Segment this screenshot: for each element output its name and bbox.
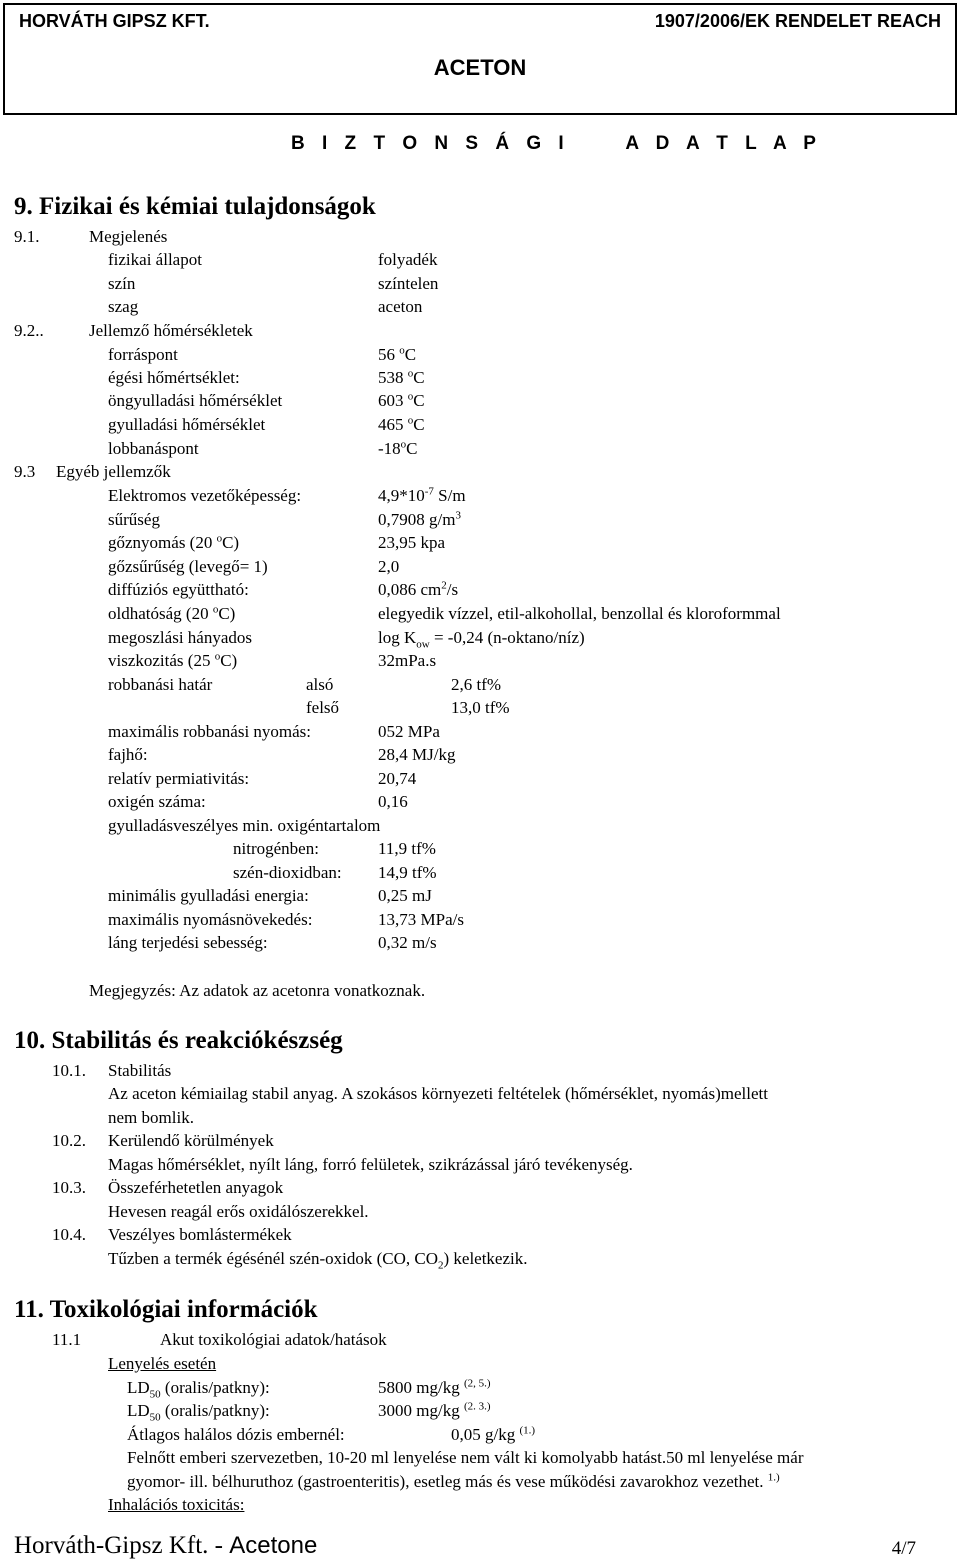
prop-value: 465 $^o$C	[378, 414, 425, 434]
prop-value: 13,0 tf%	[451, 698, 510, 717]
prop-value: -18$^o$C	[378, 438, 418, 458]
regulation: 1907/2006/EK RENDELET REACH	[654, 11, 941, 31]
section-11-title: 11. Toxikológiai információk	[14, 1296, 318, 1323]
prop-value: 538 $^o$C	[378, 367, 425, 387]
prop-label: minimális gyulladási energia:	[108, 886, 309, 905]
ld50-label: $LD_{50}$ (oralis/patkny):	[127, 1401, 270, 1424]
document-header	[3, 3, 957, 115]
prop-label: gőzsűrűség (levegő= 1)	[108, 557, 268, 576]
prop-value: 20,74	[378, 769, 417, 788]
prop-value: aceton	[378, 297, 423, 316]
section-9-title: 9. Fizikai és kémiai tulajdonságok	[14, 193, 376, 220]
prop-value: 14,9 tf%	[378, 863, 437, 882]
prop-label: égési hőmértséklet:	[108, 368, 240, 387]
s10-3-title: Összeférhetetlen anyagok	[108, 1178, 284, 1197]
prop-value: 56 $^o$C	[378, 344, 417, 364]
product-name: ACETON	[433, 55, 527, 80]
s9-1-title: Megjelenés	[89, 227, 168, 246]
prop-sublabel: alsó	[306, 675, 334, 694]
prop-label: szín	[108, 274, 136, 293]
s11-1-num: 11.1	[52, 1330, 82, 1349]
document-title: B I Z T O N S Á G I A D A T L A P	[291, 133, 822, 154]
prop-value: elegyedik vízzel, etil-alkohollal, benzollal és kloroformmal	[378, 604, 781, 623]
prop-value: 2,6 tf%	[451, 675, 502, 694]
prop-label: fizikai állapot	[108, 250, 202, 269]
footer-company: Horváth-Gipsz Kft. - Acetone	[14, 1532, 318, 1559]
adult-effect-text: Felnőtt emberi szervezetben, 10-20 ml lenyelése nem vált ki komolyabb hatást.50 ml lenyelése már	[127, 1448, 804, 1467]
s9-3-title: Egyéb jellemzők	[56, 462, 171, 481]
page-number: 4/7	[891, 1538, 916, 1559]
prop-label: szag	[108, 297, 139, 316]
prop-value: 0,7908 $g/m^3$	[378, 509, 461, 529]
prop-label: forráspont	[108, 345, 178, 364]
ld50-label: $LD_{50}$ (oralis/patkny):	[127, 1378, 270, 1401]
prop-value: 0,32 m/s	[378, 933, 437, 952]
prop-label: oldhatóság (20 $^o$C)	[108, 603, 236, 623]
prop-value: 2,0	[378, 557, 400, 576]
s9-3-num: 9.3	[14, 462, 36, 481]
prop-value: 0,16	[378, 792, 408, 811]
s10-3-num: 10.3.	[52, 1178, 86, 1197]
prop-value: 603 $^o$C	[378, 390, 425, 410]
prop-label: relatív permiativitás:	[108, 769, 250, 788]
prop-label: láng terjedési sebesség:	[108, 933, 268, 952]
prop-label: lobbanáspont	[108, 439, 199, 458]
ld50-value: 5800 mg/kg $^{(2, 5.)}$	[378, 1377, 491, 1397]
prop-value: 32mPa.s	[378, 651, 437, 670]
prop-label: oxigén száma:	[108, 792, 206, 811]
section-10-title: 10. Stabilitás és reakciókészség	[14, 1027, 343, 1054]
prop-value: 28,4 MJ/kg	[378, 745, 456, 764]
s10-4-num: 10.4.	[52, 1225, 86, 1244]
prop-value: 0,25 mJ	[378, 886, 432, 905]
prop-label: öngyulladási hőmérséklet	[108, 391, 283, 410]
prop-label: gőznyomás (20 $^o$C)	[108, 532, 240, 552]
s10-1-num: 10.1.	[52, 1061, 86, 1080]
prop-value: $4,9*10^{-7}$ S/m	[378, 485, 466, 505]
s9-2-num: 9.2..	[14, 321, 44, 340]
s9-2-title: Jellemző hőmérsékletek	[89, 321, 253, 340]
prop-label: robbanási határ	[108, 675, 213, 694]
prop-sublabel: felső	[306, 698, 340, 717]
s10-1-text: Az aceton kémiailag stabil anyag. A szokásos környezeti feltételek (hőmérséklet, nyomás)mellett	[108, 1084, 768, 1103]
s10-2-text: Magas hőmérséklet, nyílt láng, forró felületek, szikrázással járó tevékenység.	[108, 1155, 633, 1174]
prop-label: sűrűség	[108, 510, 160, 529]
ld50-value: 3000 mg/kg $^{(2. 3.)}$	[378, 1400, 491, 1420]
prop-label: gyulladásveszélyes min. oxigéntartalom	[108, 816, 381, 835]
prop-value: 11,9 tf%	[378, 839, 436, 858]
s10-4-text: Tűzben a termék égésénél szén-oxidok (CO, $CO_2$) keletkezik.	[108, 1249, 528, 1272]
prop-value: folyadék	[378, 250, 438, 269]
prop-value: 052 MPa	[378, 722, 440, 741]
s10-2-title: Kerülendő körülmények	[108, 1131, 274, 1150]
prop-sublabel: szén-dioxidban:	[233, 863, 342, 882]
inhalation-heading: Inhalációs toxicitás:	[108, 1495, 245, 1514]
adult-effect-text: gyomor- ill. bélhuruthoz (gastroenteritis), esetleg más és vese működési zavarokhoz vezethet. $^{1.)}$	[127, 1471, 780, 1491]
prop-label: Elektromos vezetőképesség:	[108, 486, 302, 505]
ingestion-heading: Lenyelés esetén	[108, 1354, 217, 1373]
company-name: HORVÁTH GIPSZ KFT.	[19, 11, 210, 31]
section-9-note: Megjegyzés: Az adatok az acetonra vonatkoznak.	[89, 981, 426, 1000]
lethal-dose-label: Átlagos halálos dózis embernél:	[127, 1425, 345, 1444]
s10-2-num: 10.2.	[52, 1131, 86, 1150]
s9-1-num: 9.1.	[14, 227, 40, 246]
prop-value: színtelen	[378, 274, 439, 293]
prop-value: 0,086 $cm^2/s$	[378, 579, 459, 599]
prop-label: maximális robbanási nyomás:	[108, 722, 312, 741]
s10-4-title: Veszélyes bomlástermékek	[108, 1225, 292, 1244]
prop-value: 13,73 MPa/s	[378, 910, 464, 929]
prop-label: fajhő:	[108, 745, 148, 764]
s10-3-text: Hevesen reagál erős oxidálószerekkel.	[108, 1202, 369, 1221]
prop-label: diffúziós együttható:	[108, 580, 249, 599]
prop-label: maximális nyomásnövekedés:	[108, 910, 313, 929]
prop-label: viszkozitás (25 $^o$C)	[108, 650, 238, 670]
s10-1-title: Stabilitás	[108, 1061, 172, 1080]
lethal-dose-value: 0,05 g/kg $^{(1.)}$	[451, 1424, 536, 1444]
prop-value: $\log K_{ow} = -0,24$ (n-oktano/níz)	[378, 628, 585, 651]
prop-label: megoszlási hányados	[108, 628, 252, 647]
prop-sublabel: nitrogénben:	[233, 839, 319, 858]
prop-value: 23,95 kpa	[378, 533, 446, 552]
prop-label: gyulladási hőmérséklet	[108, 415, 266, 434]
s10-1-text: nem bomlik.	[108, 1108, 194, 1127]
s11-1-title: Akut toxikológiai adatok/hatások	[160, 1330, 387, 1349]
